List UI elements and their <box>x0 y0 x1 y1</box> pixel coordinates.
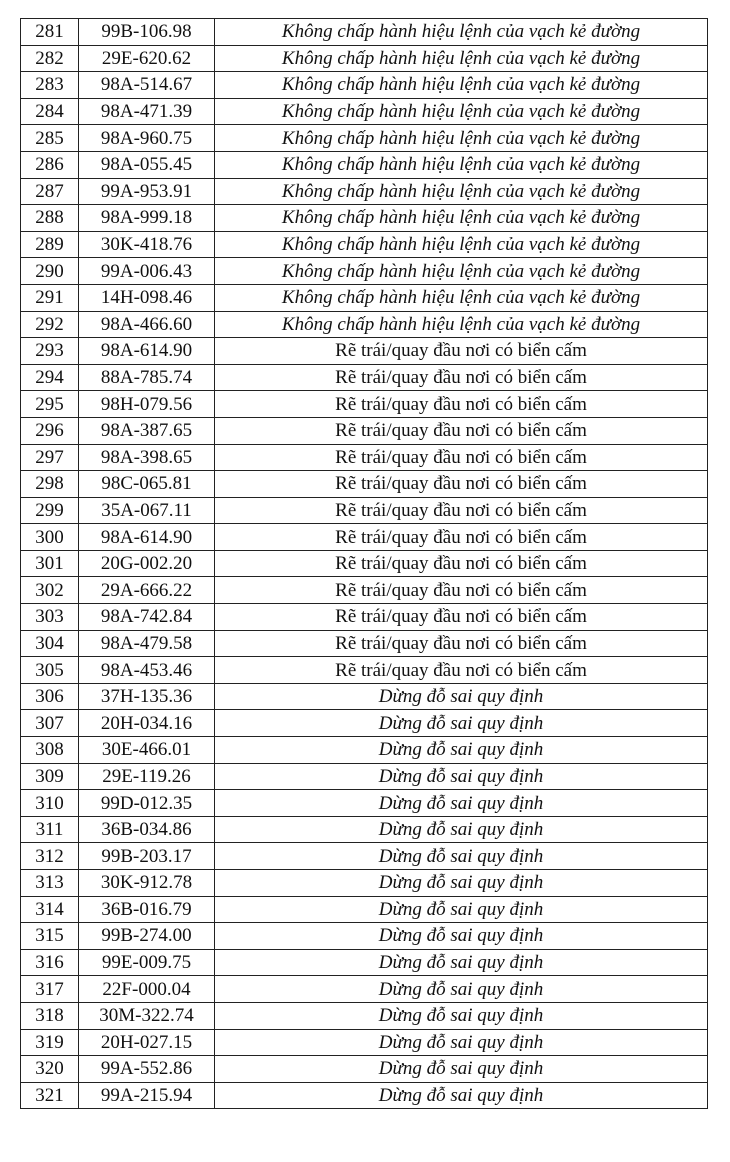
row-number-cell: 318 <box>21 1002 79 1029</box>
table-row <box>21 497 708 524</box>
license-plate-cell: 98H-079.56 <box>79 391 215 418</box>
row-number-cell: 299 <box>21 497 79 524</box>
table-row <box>21 125 708 152</box>
table-row <box>21 205 708 232</box>
license-plate-cell: 88A-785.74 <box>79 364 215 391</box>
table-row <box>21 710 708 737</box>
violation-cell: Rẽ trái/quay đầu nơi có biển cấm <box>215 524 708 551</box>
row-number-cell: 297 <box>21 444 79 471</box>
table-row <box>21 1056 708 1083</box>
license-plate-cell: 98A-479.58 <box>79 630 215 657</box>
table-row <box>21 471 708 498</box>
license-plate-cell: 98A-960.75 <box>79 125 215 152</box>
license-plate-cell: 22F-000.04 <box>79 976 215 1003</box>
table-row <box>21 178 708 205</box>
violation-cell: Rẽ trái/quay đầu nơi có biển cấm <box>215 364 708 391</box>
row-number-cell: 305 <box>21 657 79 684</box>
row-number-cell: 298 <box>21 471 79 498</box>
license-plate-cell: 99D-012.35 <box>79 790 215 817</box>
violation-cell: Dừng đỗ sai quy định <box>215 1056 708 1083</box>
table-row <box>21 1082 708 1109</box>
violation-cell: Không chấp hành hiệu lệnh của vạch kẻ đường <box>215 205 708 232</box>
row-number-cell: 294 <box>21 364 79 391</box>
row-number-cell: 285 <box>21 125 79 152</box>
row-number-cell: 310 <box>21 790 79 817</box>
violation-cell: Không chấp hành hiệu lệnh của vạch kẻ đường <box>215 98 708 125</box>
violation-cell: Dừng đỗ sai quy định <box>215 843 708 870</box>
license-plate-cell: 37H-135.36 <box>79 683 215 710</box>
table-row <box>21 976 708 1003</box>
violation-cell: Rẽ trái/quay đầu nơi có biển cấm <box>215 417 708 444</box>
violation-cell: Rẽ trái/quay đầu nơi có biển cấm <box>215 444 708 471</box>
violation-cell: Không chấp hành hiệu lệnh của vạch kẻ đường <box>215 311 708 338</box>
table-row <box>21 364 708 391</box>
license-plate-cell: 98A-742.84 <box>79 604 215 631</box>
table-row <box>21 550 708 577</box>
license-plate-cell: 98A-055.45 <box>79 151 215 178</box>
row-number-cell: 302 <box>21 577 79 604</box>
license-plate-cell: 98A-453.46 <box>79 657 215 684</box>
violation-cell: Rẽ trái/quay đầu nơi có biển cấm <box>215 471 708 498</box>
license-plate-cell: 30K-912.78 <box>79 870 215 897</box>
violation-cell: Dừng đỗ sai quy định <box>215 763 708 790</box>
row-number-cell: 321 <box>21 1082 79 1109</box>
license-plate-cell: 14H-098.46 <box>79 284 215 311</box>
violation-cell: Không chấp hành hiệu lệnh của vạch kẻ đường <box>215 178 708 205</box>
row-number-cell: 284 <box>21 98 79 125</box>
table-row <box>21 1002 708 1029</box>
table-row <box>21 1029 708 1056</box>
violation-cell: Không chấp hành hiệu lệnh của vạch kẻ đường <box>215 125 708 152</box>
license-plate-cell: 98A-514.67 <box>79 72 215 99</box>
license-plate-cell: 99A-953.91 <box>79 178 215 205</box>
violation-cell: Dừng đỗ sai quy định <box>215 896 708 923</box>
row-number-cell: 304 <box>21 630 79 657</box>
violation-cell: Dừng đỗ sai quy định <box>215 816 708 843</box>
violation-cell: Dừng đỗ sai quy định <box>215 1029 708 1056</box>
violation-cell: Dừng đỗ sai quy định <box>215 683 708 710</box>
license-plate-cell: 99A-215.94 <box>79 1082 215 1109</box>
table-row <box>21 151 708 178</box>
row-number-cell: 315 <box>21 923 79 950</box>
table-row <box>21 72 708 99</box>
license-plate-cell: 29A-666.22 <box>79 577 215 604</box>
table-row <box>21 444 708 471</box>
violation-cell: Không chấp hành hiệu lệnh của vạch kẻ đường <box>215 284 708 311</box>
license-plate-cell: 99A-006.43 <box>79 258 215 285</box>
license-plate-cell: 98A-999.18 <box>79 205 215 232</box>
license-plate-cell: 98A-471.39 <box>79 98 215 125</box>
license-plate-cell: 99B-106.98 <box>79 19 215 46</box>
violation-cell: Dừng đỗ sai quy định <box>215 870 708 897</box>
violation-cell: Dừng đỗ sai quy định <box>215 1002 708 1029</box>
table-row <box>21 923 708 950</box>
license-plate-cell: 98A-466.60 <box>79 311 215 338</box>
table-row <box>21 790 708 817</box>
row-number-cell: 281 <box>21 19 79 46</box>
table-row <box>21 524 708 551</box>
row-number-cell: 301 <box>21 550 79 577</box>
license-plate-cell: 36B-016.79 <box>79 896 215 923</box>
row-number-cell: 286 <box>21 151 79 178</box>
row-number-cell: 295 <box>21 391 79 418</box>
table-row <box>21 657 708 684</box>
row-number-cell: 289 <box>21 231 79 258</box>
license-plate-cell: 99A-552.86 <box>79 1056 215 1083</box>
row-number-cell: 312 <box>21 843 79 870</box>
violation-cell: Rẽ trái/quay đầu nơi có biển cấm <box>215 550 708 577</box>
row-number-cell: 283 <box>21 72 79 99</box>
row-number-cell: 319 <box>21 1029 79 1056</box>
license-plate-cell: 20G-002.20 <box>79 550 215 577</box>
violation-cell: Rẽ trái/quay đầu nơi có biển cấm <box>215 630 708 657</box>
violation-cell: Dừng đỗ sai quy định <box>215 923 708 950</box>
license-plate-cell: 99B-274.00 <box>79 923 215 950</box>
row-number-cell: 300 <box>21 524 79 551</box>
table-row <box>21 391 708 418</box>
row-number-cell: 282 <box>21 45 79 72</box>
row-number-cell: 316 <box>21 949 79 976</box>
table-row <box>21 630 708 657</box>
violation-cell: Không chấp hành hiệu lệnh của vạch kẻ đường <box>215 19 708 46</box>
license-plate-cell: 29E-620.62 <box>79 45 215 72</box>
row-number-cell: 313 <box>21 870 79 897</box>
violation-cell: Không chấp hành hiệu lệnh của vạch kẻ đường <box>215 72 708 99</box>
violation-cell: Rẽ trái/quay đầu nơi có biển cấm <box>215 338 708 365</box>
table-row <box>21 949 708 976</box>
table-row <box>21 338 708 365</box>
row-number-cell: 306 <box>21 683 79 710</box>
row-number-cell: 288 <box>21 205 79 232</box>
row-number-cell: 290 <box>21 258 79 285</box>
table-row <box>21 843 708 870</box>
row-number-cell: 308 <box>21 737 79 764</box>
table-row <box>21 577 708 604</box>
row-number-cell: 293 <box>21 338 79 365</box>
row-number-cell: 287 <box>21 178 79 205</box>
table-row <box>21 19 708 46</box>
license-plate-cell: 98A-398.65 <box>79 444 215 471</box>
license-plate-cell: 30M-322.74 <box>79 1002 215 1029</box>
license-plate-cell: 36B-034.86 <box>79 816 215 843</box>
table-row <box>21 311 708 338</box>
violation-cell: Không chấp hành hiệu lệnh của vạch kẻ đường <box>215 258 708 285</box>
violation-cell: Rẽ trái/quay đầu nơi có biển cấm <box>215 577 708 604</box>
license-plate-cell: 98C-065.81 <box>79 471 215 498</box>
license-plate-cell: 98A-614.90 <box>79 524 215 551</box>
row-number-cell: 320 <box>21 1056 79 1083</box>
violation-cell: Dừng đỗ sai quy định <box>215 737 708 764</box>
license-plate-cell: 30E-466.01 <box>79 737 215 764</box>
violation-cell: Không chấp hành hiệu lệnh của vạch kẻ đường <box>215 45 708 72</box>
table-row <box>21 763 708 790</box>
row-number-cell: 317 <box>21 976 79 1003</box>
table-row <box>21 98 708 125</box>
license-plate-cell: 20H-027.15 <box>79 1029 215 1056</box>
table-row <box>21 231 708 258</box>
table-row <box>21 258 708 285</box>
violation-cell: Dừng đỗ sai quy định <box>215 790 708 817</box>
license-plate-cell: 35A-067.11 <box>79 497 215 524</box>
table-body <box>21 19 708 1109</box>
row-number-cell: 311 <box>21 816 79 843</box>
row-number-cell: 291 <box>21 284 79 311</box>
table-row <box>21 896 708 923</box>
row-number-cell: 303 <box>21 604 79 631</box>
violation-cell: Dừng đỗ sai quy định <box>215 1082 708 1109</box>
row-number-cell: 307 <box>21 710 79 737</box>
license-plate-cell: 99B-203.17 <box>79 843 215 870</box>
violation-cell: Rẽ trái/quay đầu nơi có biển cấm <box>215 657 708 684</box>
violation-cell: Rẽ trái/quay đầu nơi có biển cấm <box>215 497 708 524</box>
row-number-cell: 292 <box>21 311 79 338</box>
row-number-cell: 309 <box>21 763 79 790</box>
table-row <box>21 816 708 843</box>
violation-cell: Không chấp hành hiệu lệnh của vạch kẻ đường <box>215 231 708 258</box>
license-plate-cell: 30K-418.76 <box>79 231 215 258</box>
table-row <box>21 284 708 311</box>
violation-cell: Rẽ trái/quay đầu nơi có biển cấm <box>215 391 708 418</box>
violation-cell: Rẽ trái/quay đầu nơi có biển cấm <box>215 604 708 631</box>
violation-cell: Dừng đỗ sai quy định <box>215 976 708 1003</box>
violations-table <box>20 18 708 1109</box>
row-number-cell: 296 <box>21 417 79 444</box>
table-row <box>21 45 708 72</box>
violation-cell: Không chấp hành hiệu lệnh của vạch kẻ đường <box>215 151 708 178</box>
row-number-cell: 314 <box>21 896 79 923</box>
license-plate-cell: 20H-034.16 <box>79 710 215 737</box>
license-plate-cell: 99E-009.75 <box>79 949 215 976</box>
license-plate-cell: 98A-614.90 <box>79 338 215 365</box>
table-row <box>21 683 708 710</box>
license-plate-cell: 98A-387.65 <box>79 417 215 444</box>
table-row <box>21 417 708 444</box>
violation-cell: Dừng đỗ sai quy định <box>215 710 708 737</box>
table-row <box>21 870 708 897</box>
violation-cell: Dừng đỗ sai quy định <box>215 949 708 976</box>
license-plate-cell: 29E-119.26 <box>79 763 215 790</box>
table-row <box>21 737 708 764</box>
table-row <box>21 604 708 631</box>
